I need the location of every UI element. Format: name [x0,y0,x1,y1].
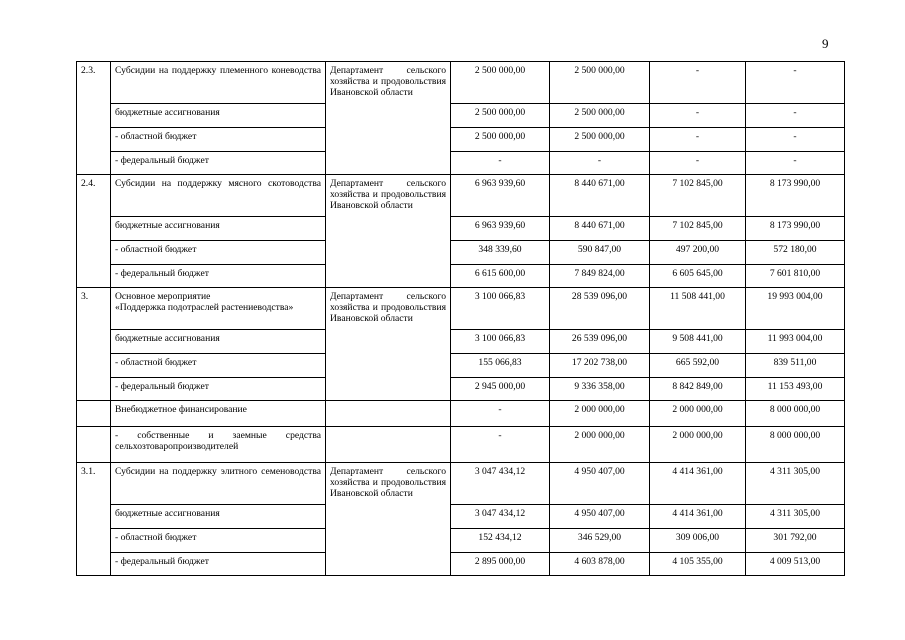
section-number: 2.3. [77,62,111,175]
table-row [77,354,845,378]
department-cell: Департамент сельского хозяйства и продовольствия Ивановской области [326,175,451,288]
value-cell: - [746,152,845,175]
section-title-line: «Поддержка подотраслей растениеводства» [115,302,294,313]
value-cell: 4 311 305,00 [746,505,845,529]
value-cell: 26 539 096,00 [550,330,650,354]
value-cell: 6 615 600,00 [451,265,550,288]
value-cell: 6 605 645,00 [650,265,746,288]
empty-cell [326,401,451,427]
value-cell: 2 000 000,00 [650,427,746,463]
value-cell: 3 047 434,12 [451,505,550,529]
row-label: - областной бюджет [111,241,326,265]
value-cell: 309 006,00 [650,529,746,553]
row-label: - областной бюджет [111,354,326,378]
value-cell: 2 500 000,00 [550,104,650,128]
department-cell: Департамент сельского хозяйства и продовольствия Ивановской области [326,288,451,401]
value-cell: 4 311 305,00 [746,463,845,505]
row-label: - федеральный бюджет [111,378,326,401]
value-cell: 8 173 990,00 [746,175,845,217]
value-cell: 2 500 000,00 [451,104,550,128]
section-title: Субсидии на поддержку племенного коневодства [111,62,326,104]
value-cell: 348 339,60 [451,241,550,265]
value-cell: 2 000 000,00 [650,401,746,427]
table-row [77,427,845,463]
empty-cell [77,401,111,427]
table-row [77,288,845,330]
table-row [77,128,845,152]
value-cell: 8 000 000,00 [746,401,845,427]
table-row [77,152,845,175]
section-number: 2.4. [77,175,111,288]
table-row [77,62,845,104]
department-cell: Департамент сельского хозяйства и продовольствия Ивановской области [326,62,451,175]
row-label: бюджетные ассигнования [111,217,326,241]
table-row [77,529,845,553]
value-cell: - [451,152,550,175]
table-row [77,104,845,128]
section-title: Субсидии на поддержку элитного семеноводства [111,463,326,505]
table-row [77,505,845,529]
value-cell: 155 066,83 [451,354,550,378]
value-cell: 28 539 096,00 [550,288,650,330]
value-cell: 9 336 358,00 [550,378,650,401]
value-cell: 4 414 361,00 [650,463,746,505]
value-cell: 665 592,00 [650,354,746,378]
empty-cell [77,427,111,463]
table-row [77,241,845,265]
value-cell: 152 434,12 [451,529,550,553]
table-row [77,265,845,288]
row-label: - областной бюджет [111,128,326,152]
value-cell: 8 000 000,00 [746,427,845,463]
value-cell: 2 500 000,00 [451,62,550,104]
row-label: - федеральный бюджет [111,152,326,175]
value-cell: 8 440 671,00 [550,217,650,241]
value-cell: - [650,152,746,175]
value-cell: - [746,128,845,152]
section-title-line: Основное мероприятие [115,291,211,302]
value-cell: 19 993 004,00 [746,288,845,330]
value-cell: 7 849 824,00 [550,265,650,288]
row-label: - областной бюджет [111,529,326,553]
value-cell: 2 000 000,00 [550,401,650,427]
value-cell: - [650,128,746,152]
table-row [77,330,845,354]
value-cell: 2 000 000,00 [550,427,650,463]
row-label: - федеральный бюджет [111,553,326,576]
value-cell: - [550,152,650,175]
value-cell: 17 202 738,00 [550,354,650,378]
value-cell: 6 963 939,60 [451,217,550,241]
section-number: 3.1. [77,463,111,576]
value-cell: - [746,104,845,128]
row-label: - федеральный бюджет [111,265,326,288]
value-cell: 11 153 493,00 [746,378,845,401]
section-title [111,288,326,330]
budget-table [76,61,845,576]
value-cell: 2 500 000,00 [550,128,650,152]
table-row [77,401,845,427]
value-cell: 3 100 066,83 [451,330,550,354]
value-cell: 6 963 939,60 [451,175,550,217]
table-row [77,378,845,401]
value-cell: 8 440 671,00 [550,175,650,217]
value-cell: 4 950 407,00 [550,505,650,529]
value-cell: 497 200,00 [650,241,746,265]
row-label: бюджетные ассигнования [111,104,326,128]
value-cell: 7 601 810,00 [746,265,845,288]
row-label: бюджетные ассигнования [111,505,326,529]
value-cell: 2 945 000,00 [451,378,550,401]
value-cell: 2 500 000,00 [451,128,550,152]
value-cell: 4 105 355,00 [650,553,746,576]
value-cell: - [451,401,550,427]
table-row [77,175,845,217]
table-row [77,463,845,505]
empty-cell [326,427,451,463]
department-cell: Департамент сельского хозяйства и продовольствия Ивановской области [326,463,451,576]
section-title: Субсидии на поддержку мясного скотоводства [111,175,326,217]
value-cell: 8 173 990,00 [746,217,845,241]
page-number: 9 [822,36,829,51]
table-row [77,217,845,241]
value-cell: - [650,62,746,104]
value-cell: 2 500 000,00 [550,62,650,104]
value-cell: 572 180,00 [746,241,845,265]
section-number: 3. [77,288,111,401]
value-cell: 839 511,00 [746,354,845,378]
value-cell: 7 102 845,00 [650,217,746,241]
value-cell: 4 009 513,00 [746,553,845,576]
value-cell: 301 792,00 [746,529,845,553]
value-cell: 7 102 845,00 [650,175,746,217]
value-cell: 3 047 434,12 [451,463,550,505]
value-cell: 11 993 004,00 [746,330,845,354]
row-label: - собственные и заемные средства сельхозтоваропроизводителей [111,427,326,463]
table-row [77,553,845,576]
value-cell: 590 847,00 [550,241,650,265]
value-cell: 3 100 066,83 [451,288,550,330]
row-label: Внебюджетное финансирование [111,401,326,427]
value-cell: 4 603 878,00 [550,553,650,576]
value-cell: 4 414 361,00 [650,505,746,529]
row-label: бюджетные ассигнования [111,330,326,354]
value-cell: 346 529,00 [550,529,650,553]
value-cell: - [746,62,845,104]
value-cell: 2 895 000,00 [451,553,550,576]
value-cell: - [451,427,550,463]
value-cell: - [650,104,746,128]
value-cell: 8 842 849,00 [650,378,746,401]
value-cell: 4 950 407,00 [550,463,650,505]
value-cell: 9 508 441,00 [650,330,746,354]
value-cell: 11 508 441,00 [650,288,746,330]
